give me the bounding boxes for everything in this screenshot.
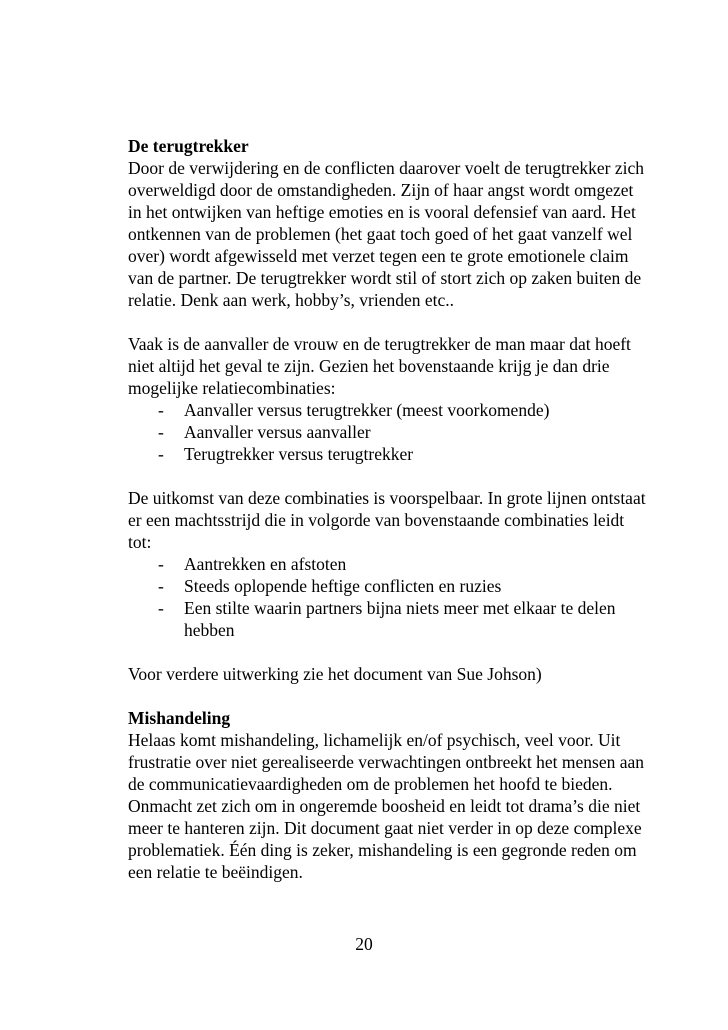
list-item: - Aanvaller versus aanvaller [128,421,648,443]
paragraph-mishandeling: Helaas komt mishandeling, lichamelijk en/of psychisch, veel voor. Uit frustratie over niet gerealiseerde verwachtingen ontbreekt het mensen aan de communicatievaardigheden om de problemen het hoofd te bieden. Onmacht zet zich om in ongeremde boosheid en leidt tot drama’s die niet meer te hanteren zijn. Dit document gaat niet verder in op deze complexe problematiek. Één ding is zeker, mishandeling is een gegronde reden om een relatie te beëindigen. [128,730,645,882]
outcome-list [128,553,648,641]
paragraph-gap [128,311,648,333]
paragraph-relatiecombinaties: Vaak is de aanvaller de vrouw en de terugtrekker de man maar dat hoeft niet altijd het geval te zijn. Gezien het bovenstaande krijg je dan drie mogelijke relatiecombinaties: [128,334,631,398]
list-item: - Een stilte waarin partners bijna niets meer met elkaar te delen hebben [128,597,648,641]
paragraph-terugtrekker: Door de verwijdering en de conflicten daarover voelt de terugtrekker zich overweldigd door de omstandigheden. Zijn of haar angst wordt omgezet in het ontwijken van heftige emoties en is vooral defensief van aard. Het ontkennen van de problemen (het gaat toch goed of het gaat vanzelf wel over) wordt afgewisseld met verzet tegen een te grote emotionele claim van de partner. De terugtrekker wordt stil of stort zich op zaken buiten de relatie. Denk aan werk, hobby’s, vrienden etc.. [128,158,645,310]
list-item: - Aanvaller versus terugtrekker (meest voorkomende) [128,399,648,421]
paragraph-verdere-uitwerking: Voor verdere uitwerking zie het document van Sue Johson) [128,664,542,684]
list-item: - Terugtrekker versus terugtrekker [128,443,648,465]
paragraph-gap [128,641,648,663]
list-item: - Steeds oplopende heftige conflicten en ruzies [128,575,648,597]
document-page [128,135,648,883]
list-item: - Aantrekken en afstoten [128,553,648,575]
section-heading-terugtrekker: De terugtrekker [128,136,249,156]
section-heading-mishandeling: Mishandeling [128,708,231,728]
paragraph-uitkomst: De uitkomst van deze combinaties is voorspelbaar. In grote lijnen ontstaat er een machtsstrijd die in volgorde van bovenstaande combinaties leidt tot: [128,488,646,552]
paragraph-gap [128,685,648,707]
page-number: 20 [355,934,373,954]
combination-list [128,399,648,465]
paragraph-gap [128,465,648,487]
